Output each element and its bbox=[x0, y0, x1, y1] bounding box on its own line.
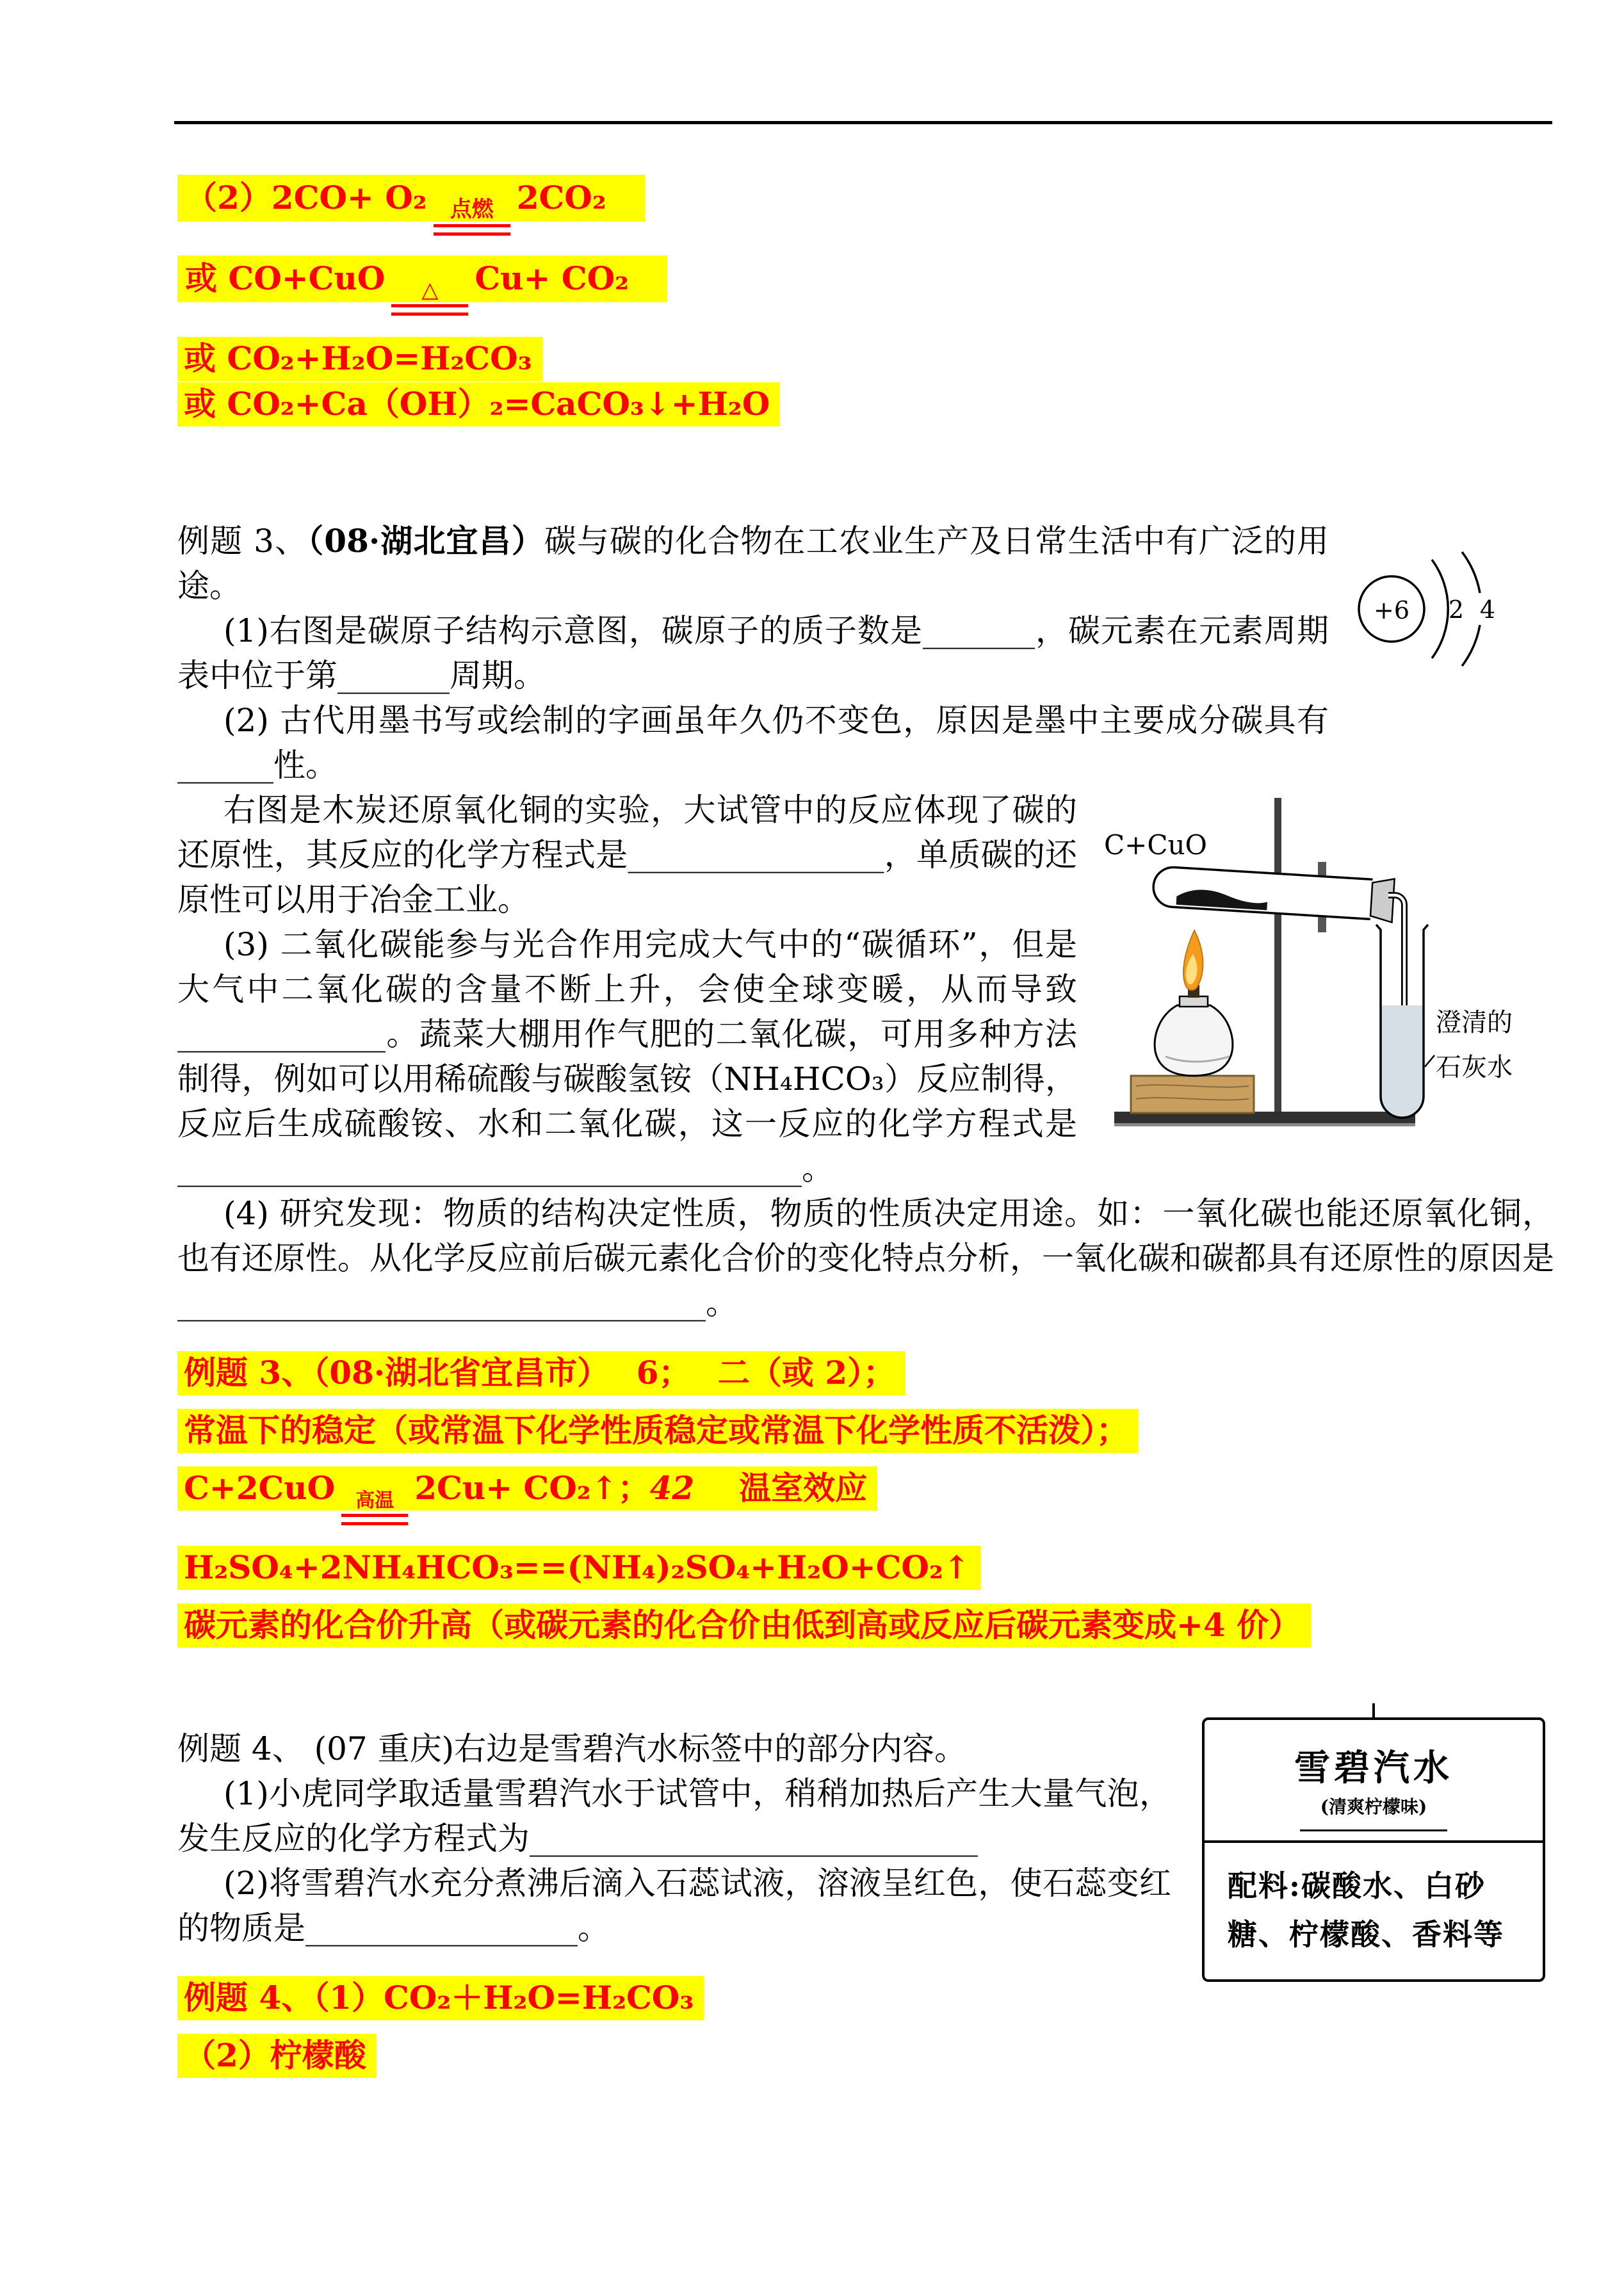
sprite-label-title: 雪碧汽水 bbox=[1294, 1746, 1453, 1789]
example-3-question-2-experiment: 右图是木炭还原氧化铜的实验，大试管中的反应体现了碳的还原性，其反应的化学方程式是________________，单质碳的还原性可以用于冶金工业。 bbox=[177, 791, 1077, 919]
example-3-section bbox=[177, 519, 1554, 1650]
rubber-stopper bbox=[1370, 878, 1395, 923]
example-3-answers bbox=[177, 1349, 1554, 1650]
retort-stand-rod bbox=[1274, 798, 1281, 1114]
greenhouse-effect-answer: 温室效应 bbox=[739, 1469, 868, 1507]
carbon-atom-diagram bbox=[1352, 523, 1550, 695]
double-bond-line bbox=[434, 224, 510, 236]
limewater-liquid bbox=[1382, 1005, 1423, 1118]
answer-line-4 bbox=[177, 1543, 1554, 1592]
equation-text: C+2CuO bbox=[184, 1469, 336, 1507]
example-3-question-4: (4) 研究发现：物质的结构决定性质，物质的性质决定用途。如：一氧化碳也能还原氧化铜，也有还原性。从化学反应前后碳元素化合价的变化特点分析，一氧化碳和碳都具有还原性的原因是_________________________________。 bbox=[177, 1195, 1554, 1322]
highlighted-answer: 例题 3、（08·湖北省宜昌市） 6； 二（或 2）； bbox=[177, 1351, 905, 1395]
highlighted-answer: H₂SO₄+2NH₄HCO₃==(NH₄)₂SO₄+H₂O+CO₂↑ bbox=[177, 1546, 980, 1590]
answer-equation-3 bbox=[177, 340, 1554, 378]
example-4-question-1: (1)小虎同学取适量雪碧汽水于试管中，稍稍加热后产生大量气泡，发生反应的化学方程式为____________________________ bbox=[177, 1774, 1171, 1857]
shell-1-electron-count: 2 bbox=[1448, 596, 1465, 624]
example-3-heading bbox=[177, 519, 1554, 608]
content-area bbox=[177, 179, 1554, 2089]
highlighted-equation: 或 CO₂+H₂O=H₂CO₃ bbox=[177, 337, 542, 381]
condition-label: 点燃 bbox=[450, 197, 494, 222]
equation-text: 2CO₂ bbox=[516, 179, 606, 216]
large-test-tube-group bbox=[1152, 864, 1394, 923]
nucleus-charge-label: +6 bbox=[1373, 596, 1410, 625]
carbon-reduction-experiment-illustration bbox=[1103, 793, 1554, 1144]
label-pointer-line bbox=[1425, 1055, 1434, 1067]
page-top-rule bbox=[174, 121, 1552, 124]
example-4-answers bbox=[177, 1974, 1554, 2080]
answer-line-1 bbox=[177, 1349, 1554, 1397]
highlighted-answer: 碳元素的化合价升高（或碳元素的化合价由低到高或反应后碳元素变成+4 价） bbox=[177, 1603, 1311, 1648]
atom-structure-icon bbox=[1352, 523, 1550, 695]
label-top-tick bbox=[1372, 1703, 1375, 1719]
highlighted-equation: 或 CO₂+Ca（OH）₂=CaCO₃↓+H₂O bbox=[177, 382, 780, 426]
example-3-question-2: (2) 古代用墨书写或绘制的字画虽年久仍不变色，原因是墨中主要成分碳具有______性。 bbox=[177, 702, 1329, 784]
stand-base-edge bbox=[1114, 1123, 1415, 1126]
electron-shell-arc-2-top bbox=[1462, 552, 1480, 593]
electron-shell-arc-2-bottom bbox=[1462, 625, 1480, 666]
sprite-label-ingredients: 配料:碳酸水、白砂糖、柠檬酸、香料等 bbox=[1228, 1868, 1504, 1952]
limewater-label-line1: 澄清的 bbox=[1436, 1008, 1513, 1038]
sprite-soda-label-box bbox=[1202, 1717, 1545, 1983]
limewater-label-line2: 石灰水 bbox=[1436, 1053, 1513, 1083]
condition-label: 高温 bbox=[355, 1489, 394, 1512]
highlighted-equation bbox=[177, 255, 667, 302]
example-3-label: 例题 3、 bbox=[177, 523, 308, 560]
previous-answers-block bbox=[177, 179, 1554, 423]
answer-line-3 bbox=[177, 1464, 1554, 1534]
answer-equation-2 bbox=[177, 260, 1554, 325]
example-3-intro: 碳与碳的化合物在工农业生产及日常生活中有广泛的用途。 bbox=[177, 523, 1329, 605]
lamp-collar bbox=[1180, 996, 1208, 1007]
highlighted-answer: （2）柠檬酸 bbox=[177, 2034, 377, 2078]
double-bond-line bbox=[391, 304, 468, 316]
page-number-artifact: 42 bbox=[649, 1469, 695, 1507]
reaction-condition-high-temp bbox=[341, 1491, 408, 1534]
double-bond-line bbox=[341, 1514, 408, 1525]
answer-line-2 bbox=[177, 2031, 1554, 2080]
condition-label: △ bbox=[421, 277, 439, 303]
answer-line-2 bbox=[177, 1406, 1554, 1455]
answer-line-5 bbox=[177, 1601, 1554, 1650]
electron-shell-arc-1 bbox=[1432, 560, 1448, 658]
equation-text: 2Cu+ CO₂↑； bbox=[414, 1469, 650, 1507]
wood-block bbox=[1131, 1076, 1254, 1113]
highlighted-answer: 例题 4、（1）CO₂＋H₂O=H₂CO₃ bbox=[177, 1976, 704, 2020]
highlighted-equation bbox=[177, 175, 645, 222]
label-short-rule bbox=[1300, 1829, 1447, 1831]
equation-text: Cu+ CO₂ bbox=[475, 259, 629, 297]
shell-2-electron-count: 4 bbox=[1479, 596, 1496, 624]
answer-equation-1 bbox=[177, 179, 1554, 245]
sprite-label-subtitle: (清爽柠檬味) bbox=[1320, 1796, 1427, 1818]
reaction-condition-heat bbox=[391, 279, 468, 325]
reaction-condition-ignite bbox=[434, 199, 510, 245]
equation-text: （2）2CO+ O₂ bbox=[185, 179, 427, 216]
alcohol-lamp-body bbox=[1155, 1005, 1233, 1076]
example-3-question-1: (1)右图是碳原子结构示意图，碳原子的质子数是_______，碳元素在元素周期表中位于第_______周期。 bbox=[177, 612, 1329, 695]
highlighted-answer bbox=[177, 1466, 877, 1511]
highlighted-answer: 常温下的稳定（或常温下化学性质稳定或常温下化学性质不活泼）； bbox=[177, 1409, 1139, 1453]
equation-text: 或 CO+CuO bbox=[185, 259, 386, 297]
experiment-figure bbox=[1103, 793, 1554, 1144]
example-4-question-2: (2)将雪碧汽水充分煮沸后滴入石蕊试液，溶液呈红色，使石蕊变红的物质是_________________。 bbox=[177, 1864, 1171, 1947]
answer-equation-4 bbox=[177, 385, 1554, 423]
example-3-question-3: (3) 二氧化碳能参与光合作用完成大气中的“碳循环”，但是大气中二氧化碳的含量不断上升，会使全球变暖，从而导致_____________。蔬菜大棚用作气肥的二氧化碳，可用多种方法制得，例如可以用稀硫酸与碳酸氢铵（NH₄HCO₃）反应制得，反应后生成硫酸铵、水和二氧化碳，这一反应的化学方程式是_______________________________________。 bbox=[177, 926, 1077, 1188]
example-4-heading: 例题 4、 (07 重庆)右边是雪碧汽水标签中的部分内容。 bbox=[177, 1730, 967, 1767]
tube-contents-label: C+CuO bbox=[1104, 829, 1207, 861]
example-3-source: （08·湖北宜昌） bbox=[307, 522, 544, 560]
example-4-section bbox=[177, 1726, 1554, 2089]
